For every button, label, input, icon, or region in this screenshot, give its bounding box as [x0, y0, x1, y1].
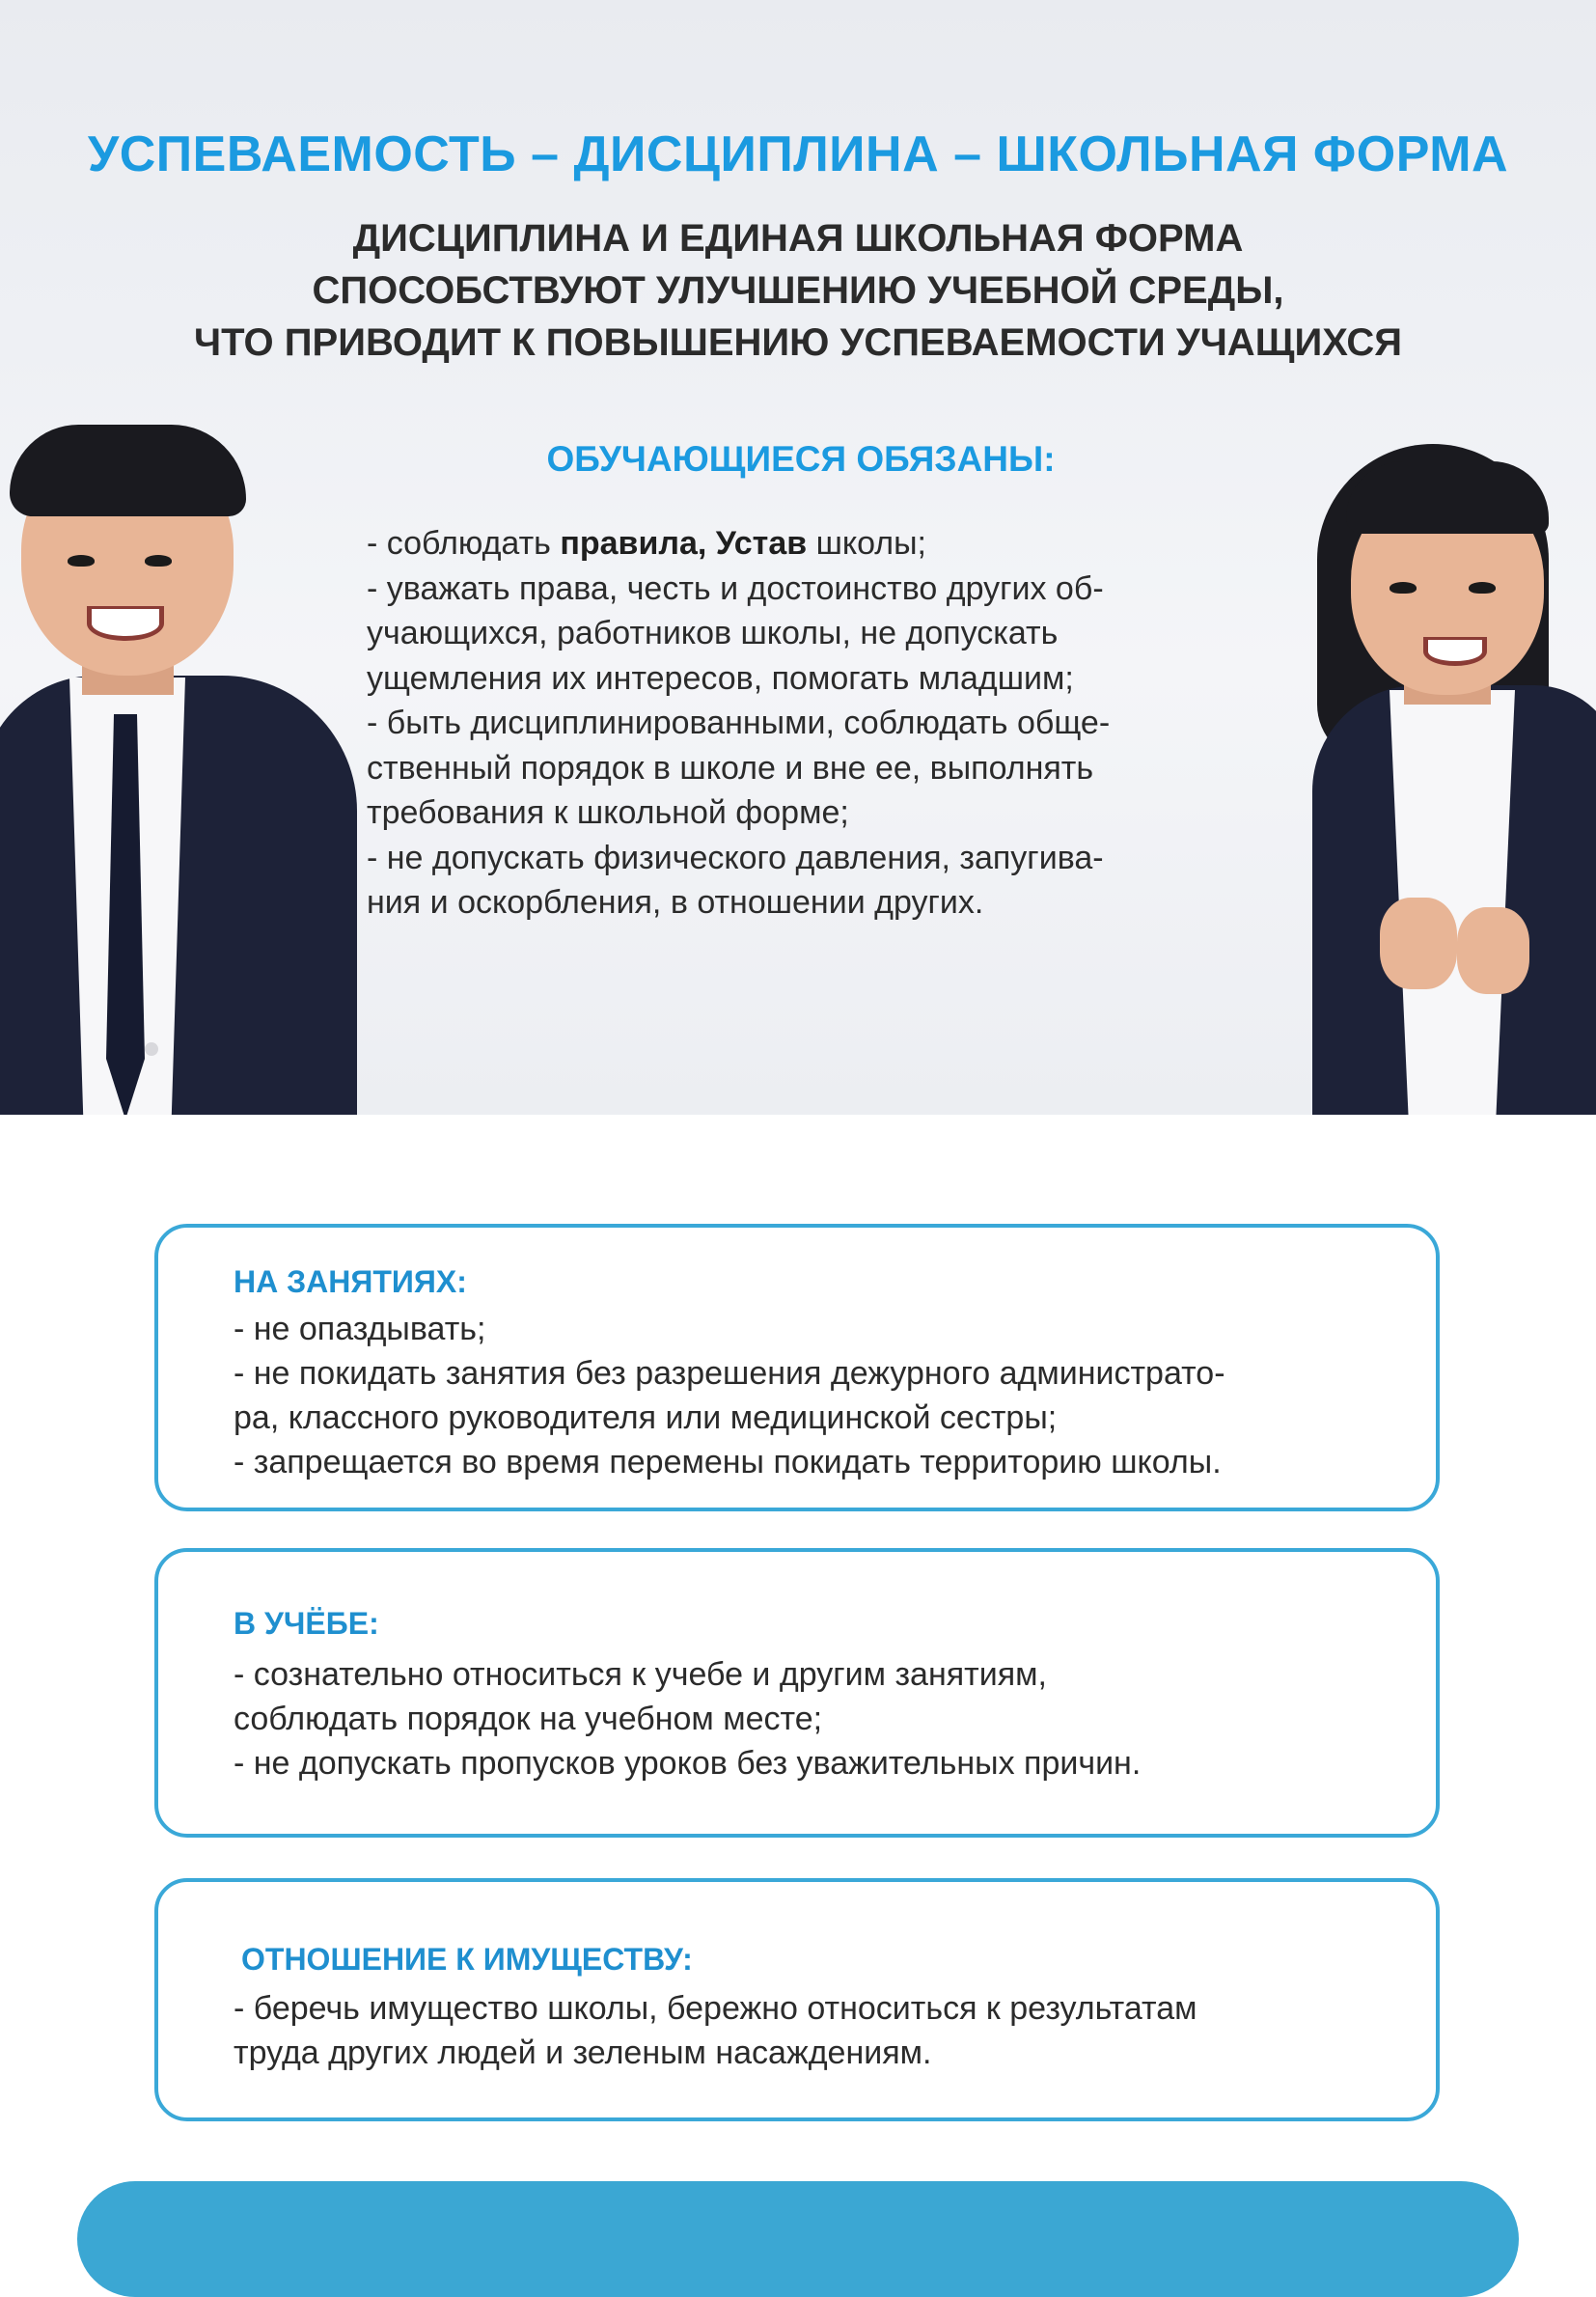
lessons-line: - не опаздывать; [234, 1311, 486, 1347]
boy-eye [68, 555, 95, 567]
study-line: - сознательно относиться к учебе и другим занятиям, [234, 1656, 1047, 1693]
girl-eye [1390, 582, 1417, 594]
duties-text: школы; [807, 525, 927, 562]
study-line: - не допускать пропусков уроков без уважительных причин. [234, 1745, 1142, 1782]
study-list [234, 1652, 1141, 1785]
girl-bangs [1346, 461, 1549, 534]
girl-illustration [1225, 444, 1596, 1115]
boy-hair [10, 425, 246, 516]
duties-text: - соблюдать [367, 525, 561, 562]
boy-smile [87, 606, 164, 641]
duties-line [367, 521, 1254, 567]
girl-smile [1423, 637, 1487, 666]
boy-illustration [0, 425, 367, 1115]
lessons-list [234, 1307, 1225, 1484]
girl-hands [1380, 898, 1457, 989]
duties-line: - быть дисциплинированными, соблюдать обще- [367, 705, 1111, 741]
lessons-line: - запрещается во время перемены покидать территорию школы. [234, 1444, 1222, 1481]
duties-bold-text: правила, Устав [560, 525, 808, 562]
study-line: соблюдать порядок на учебном месте; [234, 1701, 823, 1737]
boy-eye [145, 555, 172, 567]
duties-line: ния и оскорбления, в отношении других. [367, 884, 984, 921]
bottom-decorative-band [77, 2181, 1519, 2297]
property-line: труда других людей и зеленым насаждениям. [234, 2034, 932, 2071]
subtitle-line: СПОСОБСТВУЮТ УЛУЧШЕНИЮ УЧЕБНОЙ СРЕДЫ, [312, 269, 1284, 312]
page-subtitle [0, 212, 1596, 369]
duties-list [367, 521, 1254, 926]
lessons-box [154, 1224, 1440, 1511]
property-box [154, 1878, 1440, 2121]
subtitle-line: ДИСЦИПЛИНА И ЕДИНАЯ ШКОЛЬНАЯ ФОРМА [352, 217, 1244, 260]
duties-heading: ОБУЧАЮЩИЕСЯ ОБЯЗАНЫ: [546, 439, 1056, 479]
hero-section [0, 0, 1596, 1115]
girl-hands [1457, 907, 1529, 994]
study-box [154, 1548, 1440, 1838]
lessons-line: - не покидать занятия без разрешения дежурного администрато- [234, 1355, 1225, 1392]
study-heading: В УЧЁБЕ: [234, 1606, 379, 1641]
property-line: - беречь имущество школы, бережно относиться к результатам [234, 1990, 1197, 2027]
property-heading: ОТНОШЕНИЕ К ИМУЩЕСТВУ: [241, 1942, 693, 1977]
duties-line: - не допускать физического давления, запугива- [367, 839, 1104, 876]
duties-line: ущемления их интересов, помогать младшим; [367, 659, 1074, 697]
duties-line: ственный порядок в школе и вне ее, выполнять [367, 749, 1094, 787]
duties-line: требования к школьной форме; [367, 794, 849, 831]
girl-eye [1469, 582, 1496, 594]
duties-line: - уважать права, честь и достоинство других об- [367, 569, 1104, 607]
property-list [234, 1986, 1197, 2075]
subtitle-line: ЧТО ПРИВОДИТ К ПОВЫШЕНИЮ УСПЕВАЕМОСТИ УЧАЩИХСЯ [194, 321, 1402, 364]
lessons-line: ра, классного руководителя или медицинской сестры; [234, 1399, 1058, 1436]
duties-line: учающихся, работников школы, не допускать [367, 615, 1059, 651]
lessons-heading: НА ЗАНЯТИЯХ: [234, 1264, 467, 1299]
page-title: УСПЕВАЕМОСТЬ – ДИСЦИПЛИНА – ШКОЛЬНАЯ ФОРМА [87, 126, 1509, 182]
boy-jacket-button [145, 1042, 158, 1056]
